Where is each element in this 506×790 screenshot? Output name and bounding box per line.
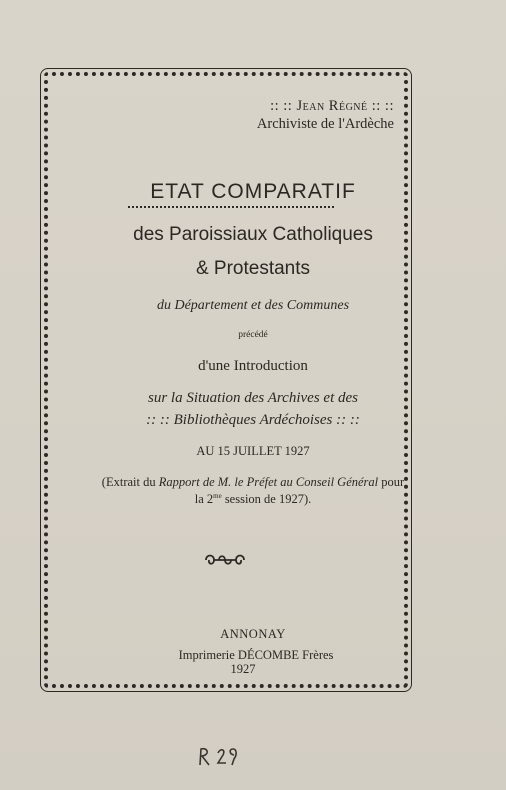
title-line-4: du Département et des Communes bbox=[156, 298, 350, 313]
extract-session-sup: me bbox=[213, 492, 222, 500]
author-prefix: :: :: bbox=[270, 98, 297, 114]
intro-line: d'une Introduction bbox=[198, 358, 308, 374]
extract-text-a: (Extrait du bbox=[101, 475, 159, 489]
extract-line-1 bbox=[10, 475, 496, 490]
imprint-city: ANNONAY bbox=[220, 627, 286, 641]
imprint-printer: Imprimerie DÉCOMBE Frères bbox=[178, 648, 334, 662]
imprint-year: 1927 bbox=[230, 662, 256, 676]
extract-text-c: pour bbox=[378, 475, 405, 489]
author-name-line bbox=[257, 97, 394, 115]
preceded-label: précédé bbox=[238, 330, 268, 340]
extract-session-a: la 2 bbox=[194, 492, 214, 507]
title-line-2: des Paroissiaux Catholiques bbox=[133, 224, 373, 245]
date-line: AU 15 JUILLET 1927 bbox=[196, 444, 310, 458]
author-suffix: :: :: bbox=[367, 98, 394, 114]
subject-line-2: :: :: Bibliothèques Ardéchoises :: :: bbox=[146, 412, 360, 428]
ornament-icon bbox=[203, 552, 247, 568]
handwritten-shelfmark bbox=[196, 745, 242, 769]
main-title: ETAT COMPARATIF bbox=[150, 180, 356, 203]
title-underline bbox=[128, 206, 334, 211]
title-line-3: & Protestants bbox=[195, 258, 311, 279]
extract-session-b: session de 1927). bbox=[221, 492, 312, 507]
subject-line-1: sur la Situation des Archives et des bbox=[148, 390, 358, 406]
dotted-border-frame bbox=[44, 72, 408, 688]
author-role: Archiviste de l'Ardèche bbox=[256, 116, 394, 132]
author-block bbox=[257, 97, 394, 133]
author-name: Jean Régné bbox=[296, 98, 368, 114]
extract-report-title: Rapport de M. le Préfet au Conseil Général bbox=[158, 475, 379, 489]
extract-line-2 bbox=[0, 492, 506, 507]
